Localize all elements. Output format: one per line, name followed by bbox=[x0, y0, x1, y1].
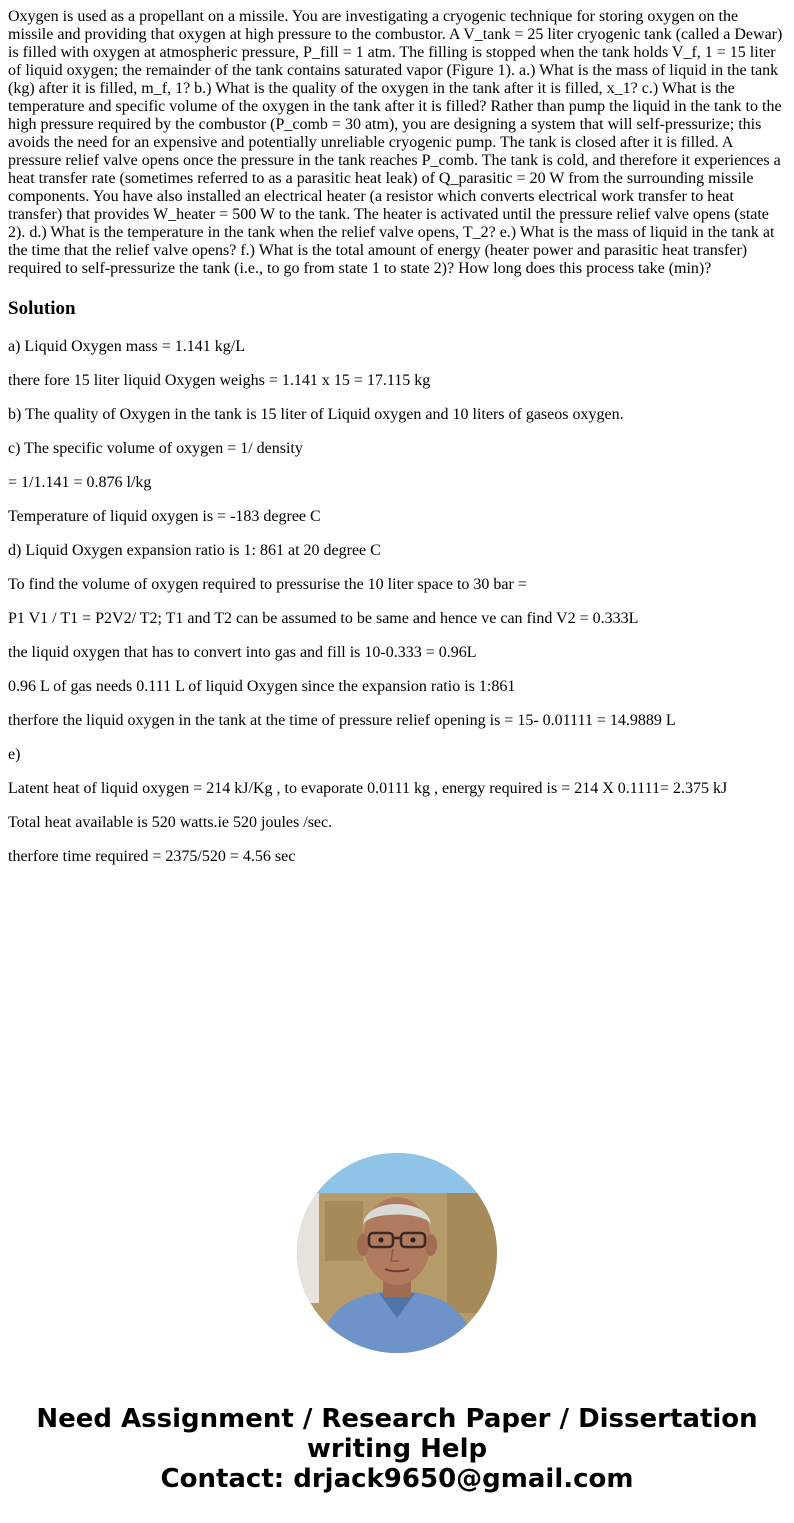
promo-contact: Contact: drjack9650@gmail.com bbox=[160, 1464, 634, 1494]
solution-step: = 1/1.141 = 0.876 l/kg bbox=[8, 474, 152, 491]
question-text: Oxygen is used as a propellant on a missile. You are investigating a cryogenic technique for storing oxygen on the missile and providing that oxygen at high pressure to the combustor. A V_tank = 25 liter cryogenic tank (called a Dewar) is filled with oxygen at atmospheric pressure, P_fill = 1 atm. The filling is stopped when the tank holds V_f, 1 = 15 liter of liquid oxygen; the remainder of the tank contains saturated vapor (Figure 1). a.) What is the mass of liquid in the tank (kg) after it is filled, m_f, 1? b.) What is the quality of the oxygen in the tank after it is filled, x_1? c.) What is the temperature and specific volume of the oxygen in the tank after it is filled? Rather than pump the liquid in the tank to the high pressure required by the combustor (P_comb = 30 atm), you are designing a system that will self-pressurize; this avoids the need for an expensive and potentially unreliable cryogenic pump. The tank is closed after it is filled. A pressure relief valve opens once the pressure in the tank reaches P_comb. The tank is cold, and therefore it experiences a heat transfer rate (sometimes referred to as a parasitic heat leak) of Q_parasitic = 20 W from the surrounding missile components. You have also installed an electrical heater (a resistor which converts electrical work transfer to heat transfer) that provides W_heater = 500 W to the tank. The heater is activated until the pressure relief valve opens (state 2). d.) What is the temperature in the tank when the relief valve opens, T_2? e.) What is the mass of liquid in the tank at the time that the relief valve opens? f.) What is the total amount of energy (heater power and parasitic heat transfer) required to self-pressurize the tank (i.e., to go from state 1 to state 2)? How long does this process take (min)? bbox=[8, 8, 783, 277]
solution-step: therfore time required = 2375/520 = 4.56 sec bbox=[8, 848, 296, 865]
solution-step: e) bbox=[8, 746, 21, 763]
solution-step: To find the volume of oxygen required to pressurise the 10 liter space to 30 bar = bbox=[8, 576, 527, 593]
solution-heading: Solution bbox=[8, 298, 76, 319]
solution-step: therfore the liquid oxygen in the tank at the time of pressure relief opening is = 15- 0.01111 = 14.9889 L bbox=[8, 712, 676, 729]
solution-step: Total heat available is 520 watts.ie 520 joules /sec. bbox=[8, 814, 333, 831]
author-avatar bbox=[297, 1153, 497, 1353]
person-portrait-icon bbox=[297, 1153, 497, 1353]
solution-step: b) The quality of Oxygen in the tank is 15 liter of Liquid oxygen and 10 liters of gaseos oxygen. bbox=[8, 406, 624, 423]
solution-step: d) Liquid Oxygen expansion ratio is 1: 861 at 20 degree C bbox=[8, 542, 381, 559]
solution-step: Latent heat of liquid oxygen = 214 kJ/Kg , to evaporate 0.0111 kg , energy required is = 214 X 0.1111= 2.375 kJ bbox=[8, 780, 728, 797]
solution-step: a) Liquid Oxygen mass = 1.141 kg/L bbox=[8, 338, 245, 355]
solution-steps bbox=[8, 338, 786, 866]
document-content bbox=[8, 8, 786, 882]
promo-line: Need Assignment / Research Paper / Dissertation bbox=[36, 1404, 758, 1434]
solution-step: 0.96 L of gas needs 0.111 L of liquid Oxygen since the expansion ratio is 1:861 bbox=[8, 678, 516, 695]
solution-step: the liquid oxygen that has to convert into gas and fill is 10-0.333 = 0.96L bbox=[8, 644, 477, 661]
solution-step: P1 V1 / T1 = P2V2/ T2; T1 and T2 can be assumed to be same and hence ve can find V2 = 0.333L bbox=[8, 610, 639, 627]
solution-step: Temperature of liquid oxygen is = -183 degree C bbox=[8, 508, 321, 525]
solution-step: c) The specific volume of oxygen = 1/ density bbox=[8, 440, 303, 457]
solution-step: there fore 15 liter liquid Oxygen weighs = 1.141 x 15 = 17.115 kg bbox=[8, 372, 431, 389]
promo-banner bbox=[0, 1404, 794, 1494]
promo-line: writing Help bbox=[306, 1434, 488, 1464]
